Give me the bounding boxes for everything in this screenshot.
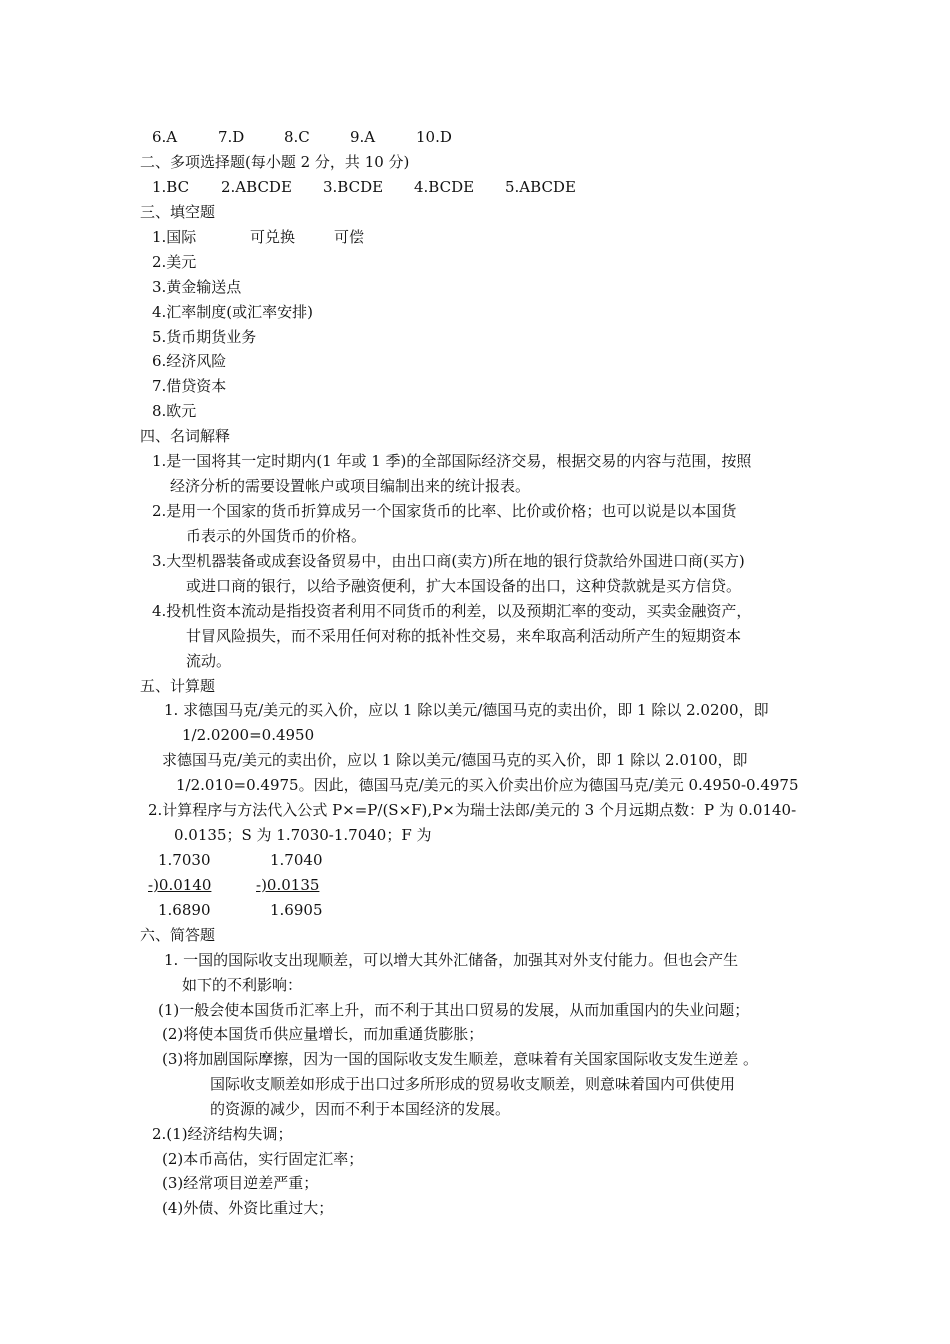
answer-line: 的资源的减少，因而不利于本国经济的发展。 — [210, 1100, 511, 1118]
fill-item: 2.美元 — [152, 253, 197, 271]
answer-line: 国际收支顺差如形成于出口过多所形成的贸易收支顺差，则意味着国内可供使用 — [210, 1075, 736, 1093]
fill-item: 6.经济风险 — [152, 352, 227, 370]
fill-item: 8.欧元 — [152, 402, 197, 420]
calc-line: 2.计算程序与方法代入公式 P×=P/(S×F),P×为瑞士法郎/美元的 3 个月远期点数：P 为 0.0140- — [148, 801, 797, 819]
definition-line: 2.是用一个国家的货币折算成另一个国家货币的比率、比价或价格；也可以说是以本国货 — [152, 502, 737, 520]
answer-6: 6.A — [152, 128, 178, 146]
section4-title: 四、名词解释 — [140, 427, 231, 445]
definition-line: 甘冒风险损失，而不采用任何对称的抵补性交易，来牟取高利活动所产生的短期资本 — [186, 627, 742, 645]
multi-answer-4: 4.BCDE — [414, 178, 475, 196]
answer-line: (2)将使本国货币供应量增长，而加重通货膨胀； — [162, 1025, 484, 1043]
fill-item: 5.货币期货业务 — [152, 328, 257, 346]
calc-result: 1.6890 — [158, 901, 211, 919]
calc-line: 1/2.010=0.4975。因此，德国马克/美元的买入价卖出价应为德国马克/美元 0.4950-0.4975 — [176, 776, 799, 794]
definition-line: 4.投机性资本流动是指投资者利用不同货币的利差，以及预期汇率的变动，买卖金融资产， — [152, 602, 752, 620]
calc-subtrahend: -)0.0140 — [148, 876, 212, 894]
answer-10: 10.D — [416, 128, 452, 146]
calc-result: 1.6905 — [270, 901, 323, 919]
calc-line: 1. 求德国马克/美元的买入价，应以 1 除以美元/德国马克的卖出价，即 1 除以 2.0200，即 — [164, 701, 769, 719]
fill-item-1a: 1.国际 — [152, 228, 197, 246]
calc-value: 1.7040 — [270, 851, 323, 869]
multi-answer-3: 3.BCDE — [323, 178, 384, 196]
answer-line: (1)一般会使本国货币汇率上升，而不利于其出口贸易的发展，从而加重国内的失业问题； — [158, 1001, 750, 1019]
multi-answer-2: 2.ABCDE — [221, 178, 292, 196]
answer-line: 如下的不利影响： — [182, 976, 303, 994]
fill-item: 4.汇率制度(或汇率安排) — [152, 303, 314, 321]
answer-9: 9.A — [350, 128, 376, 146]
answer-line: 1. 一国的国际收支出现顺差，可以增大其外汇储备，加强其对外支付能力。但也会产生 — [164, 951, 739, 969]
fill-item-1c: 可偿 — [334, 228, 365, 246]
answer-line: 2.(1)经济结构失调； — [152, 1125, 293, 1143]
answer-line: (3)将加剧国际摩擦，因为一国的国际收支发生顺差，意味着有关国家国际收支发生逆差 。 — [162, 1050, 759, 1068]
multi-answer-5: 5.ABCDE — [505, 178, 576, 196]
answer-8: 8.C — [284, 128, 310, 146]
definition-line: 经济分析的需要设置帐户或项目编制出来的统计报表。 — [170, 477, 531, 495]
section3-title: 三、填空题 — [140, 203, 216, 221]
answer-line: (2)本币高估，实行固定汇率； — [162, 1150, 364, 1168]
calc-line: 求德国马克/美元的卖出价，应以 1 除以美元/德国马克的买入价，即 1 除以 2.0100，即 — [162, 751, 748, 769]
definition-line: 1.是一国将其一定时期内(1 年或 1 季)的全部国际经济交易，根据交易的内容与范围，按照 — [152, 452, 752, 470]
definition-line: 3.大型机器装备或成套设备贸易中，由出口商(卖方)所在地的银行贷款给外国进口商(买方) — [152, 552, 745, 570]
definition-line: 币表示的外国货币的价格。 — [186, 527, 367, 545]
fill-item: 3.黄金输送点 — [152, 278, 242, 296]
calc-subtrahend: -)0.0135 — [256, 876, 320, 894]
section6-title: 六、简答题 — [140, 926, 216, 944]
fill-item-1b: 可兑换 — [250, 228, 296, 246]
definition-line: 或进口商的银行，以给予融资便利，扩大本国设备的出口，这种贷款就是买方信贷。 — [186, 577, 742, 595]
answer-line: (4)外债、外资比重过大； — [162, 1199, 334, 1217]
answer-7: 7.D — [218, 128, 245, 146]
section2-title: 二、多项选择题(每小题 2 分，共 10 分) — [140, 153, 410, 171]
answer-line: (3)经常项目逆差严重； — [162, 1174, 319, 1192]
definition-line: 流动。 — [186, 652, 232, 670]
calc-line: 1/2.0200=0.4950 — [182, 726, 315, 744]
fill-item: 7.借贷资本 — [152, 377, 227, 395]
section5-title: 五、计算题 — [140, 677, 216, 695]
multi-answer-1: 1.BC — [152, 178, 190, 196]
calc-line: 0.0135；S 为 1.7030-1.7040；F 为 — [174, 826, 432, 844]
calc-value: 1.7030 — [158, 851, 211, 869]
